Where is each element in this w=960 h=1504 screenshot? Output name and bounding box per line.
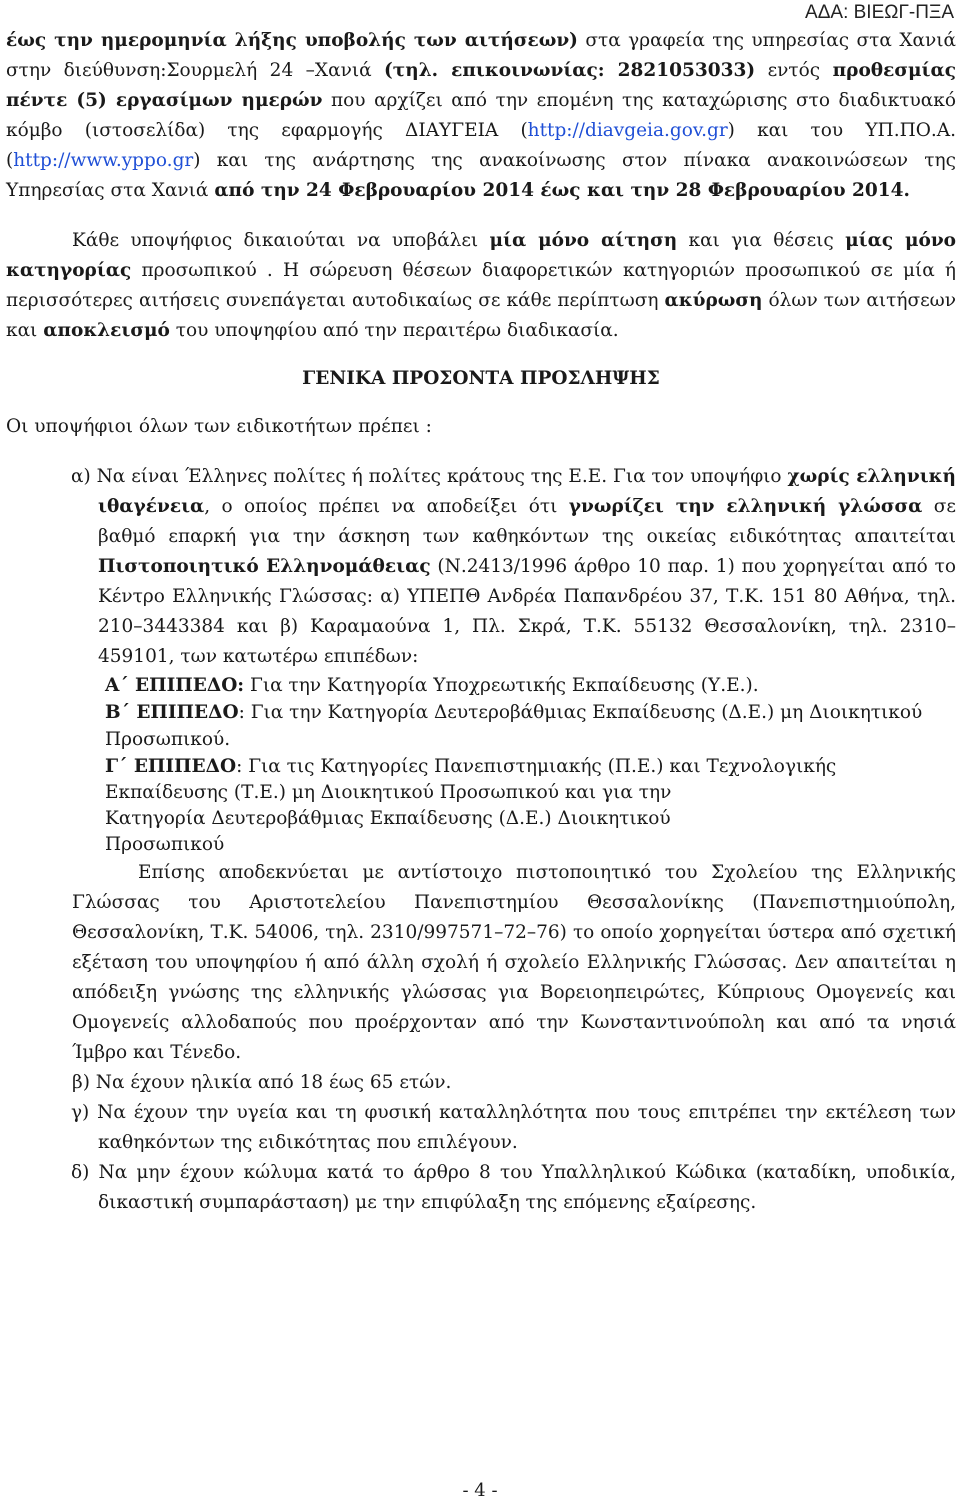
yppo-link[interactable]: http://www.yppo.gr (13, 150, 194, 171)
text: προσωπικού . Η σώρευση θέσεων διαφορετικών κατηγοριών προσωπικού σε μία ή περισσότερες αιτήσεις συνεπάγεται αυτοδικαίως σε κάθε περίπτωση (6, 260, 956, 311)
level-b (6, 699, 956, 753)
level-text: Για την Κατηγορία Υποχρεωτικής Εκπαίδευσης (Υ.Ε.). (244, 675, 759, 696)
single-application-paragraph (6, 226, 956, 346)
text: α) Να είναι Έλληνες πολίτες ή πολίτες κράτους της Ε.Ε. Για τον υποψήφιο (71, 466, 788, 487)
text: στα γραφεία της υπηρεσίας στα Χανιά στην διεύθυνση:Σουρμελή 24 –Χανιά (6, 30, 956, 81)
text: και για θέσεις (677, 230, 846, 251)
text-bold: ακύρωση (664, 290, 763, 311)
document-page (6, 26, 956, 1218)
section-heading: ΓΕΝΙΚΑ ΠΡΟΣΟΝΤΑ ΠΡΟΣΛΗΨΗΣ (302, 368, 660, 389)
text-bold: μίας μόνο κατηγορίας (6, 230, 957, 281)
level-text: : Για τις Κατηγορίες Πανεπιστημιακής (Π.Ε.) και Τεχνολογικής (236, 756, 837, 777)
level-label: Β΄ ΕΠΙΠΕΔΟ (105, 702, 239, 723)
level-label: Α΄ ΕΠΙΠΕΔΟ: (105, 675, 245, 696)
text-bold: χωρίς ελληνική ιθαγένεια (98, 466, 956, 517)
ada-code: ΑΔΑ: ΒΙΕΩΓ-ΠΞΑ (805, 2, 954, 23)
text-bold: μία μόνο αίτηση (489, 230, 678, 251)
requirement-a (6, 462, 956, 672)
level-g-continuation: Προσωπικού (105, 834, 225, 855)
text: όλων των αιτήσεων και (6, 290, 956, 341)
requirement-d: δ) Να μην έχουν κώλυμα κατά το άρθρο 8 του Υπαλληλικού Κώδικα (καταδίκη, υποδικία, δικαστική συμπαράσταση) με την επιφύλαξη της επόμενης εξαίρεσης. (71, 1162, 956, 1213)
text: του υποψηφίου από την περαιτέρω διαδικασία. (169, 320, 619, 341)
page-number: - 4 - (462, 1480, 498, 1501)
text-bold: (τηλ. επικοινωνίας: 2821053033) (384, 60, 756, 81)
certificate-block (6, 858, 956, 1098)
text: σε βαθμό επαρκή για την άσκηση των καθηκόντων της οικείας ειδικότητας απαιτείται (98, 496, 956, 547)
text-bold: Πιστοποιητικό Ελληνομάθειας (98, 556, 431, 577)
lead-sentence: Οι υποψήφιοι όλων των ειδικοτήτων πρέπει : (6, 416, 432, 437)
text: που αρχίζει από την επομένη της καταχώρισης στο διαδικτυακό κόμβο (ιστοσελίδα) της εφαρμογής ΔΙΑΥΓΕΙΑ ( (6, 90, 956, 141)
level-label: Γ΄ ΕΠΙΠΕΔΟ (105, 756, 237, 777)
level-g-continuation: Κατηγορία Δευτεροβάθμιας Εκπαίδευσης (Δ.Ε.) Διοικητικού (105, 808, 671, 829)
text: (Ν.2413/1996 άρθρο 10 παρ. 1) που χορηγείται από το Κέντρο Ελληνικής Γλώσσας: α) ΥΠΕΠΘ Ανδρέα Παπανδρέου 37, Τ.Κ. 151 80 Αθήνα, τηλ. 210–3443384 και β) Καραμαούνα 1, Πλ. Σκρά, Τ.Κ. 55132 Θεσσαλονίκη, τηλ. 2310– 459101, των κατωτέρω επιπέδων: (98, 556, 956, 667)
submission-paragraph (6, 26, 956, 206)
text: ) και του ΥΠ.ΠΟ.Α. ( (6, 120, 956, 171)
level-g-continuation: Εκπαίδευσης (Τ.Ε.) μη Διοικητικού Προσωπικού και για την (105, 782, 672, 803)
level-g (6, 753, 956, 780)
text-bold: προθεσμίας πέντε (5) εργασίμων ημερών (6, 60, 957, 111)
level-text: : Για την Κατηγορία Δευτεροβάθμιας Εκπαίδευσης (Δ.Ε.) μη Διοικητικού Προσωπικού. (105, 702, 923, 750)
text-bold: έως την ημερομηνία λήξης υποβολής των αιτήσεων) (6, 30, 578, 51)
text-bold: γνωρίζει την ελληνική γλώσσα (568, 496, 923, 517)
certificate-paragraph: Επίσης αποδεκνύεται με αντίστοιχο πιστοποιητικό του Σχολείου της Ελληνικής Γλώσσας του Αριστοτελείου Πανεπιστημίου Θεσσαλονίκης (Πανεπιστημιούπολη, Θεσσαλονίκη, Τ.Κ. 54006, τηλ. 2310/997571–72–76) το οποίο χορηγείται ύστερα από σχετική εξέταση του υποψηφίου ή από άλλη σχολή ή σχολείο Ελληνικής Γλώσσας. Δεν απαιτείται η απόδειξη γνώσης της ελληνικής γλώσσας για Βορειοηπειρώτες, Κύπριους Ομογενείς και Ομογενείς αλλοδαπούς που προέρχονταν από την Κωνσταντινούπολη και από τα νησιά Ίμβρο και Τένεδο. (72, 862, 956, 1063)
text-bold: αποκλεισμό (43, 320, 170, 341)
text: εντός (755, 60, 833, 81)
requirement-b: β) Να έχουν ηλικία από 18 έως 65 ετών. (72, 1072, 452, 1093)
text-bold: από την 24 Φεβρουαρίου 2014 έως και την 28 Φεβρουαρίου 2014. (214, 180, 910, 201)
text: ) και της ανάρτησης της ανακοίνωσης στον πίνακα ανακοινώσεων της Υπηρεσίας στα Χανιά (6, 150, 956, 201)
text: Κάθε υποψήφιος δικαιούται να υποβάλει (72, 230, 490, 251)
text: , ο οποίος πρέπει να αποδείξει ότι (204, 496, 569, 517)
requirement-c: γ) Να έχουν την υγεία και τη φυσική καταλληλότητα που τους επιτρέπει την εκτέλεση των καθηκόντων της ειδικότητας που επιλέγουν. (71, 1102, 956, 1153)
level-a (6, 672, 956, 699)
diavgeia-link[interactable]: http://diavgeia.gov.gr (527, 120, 728, 141)
